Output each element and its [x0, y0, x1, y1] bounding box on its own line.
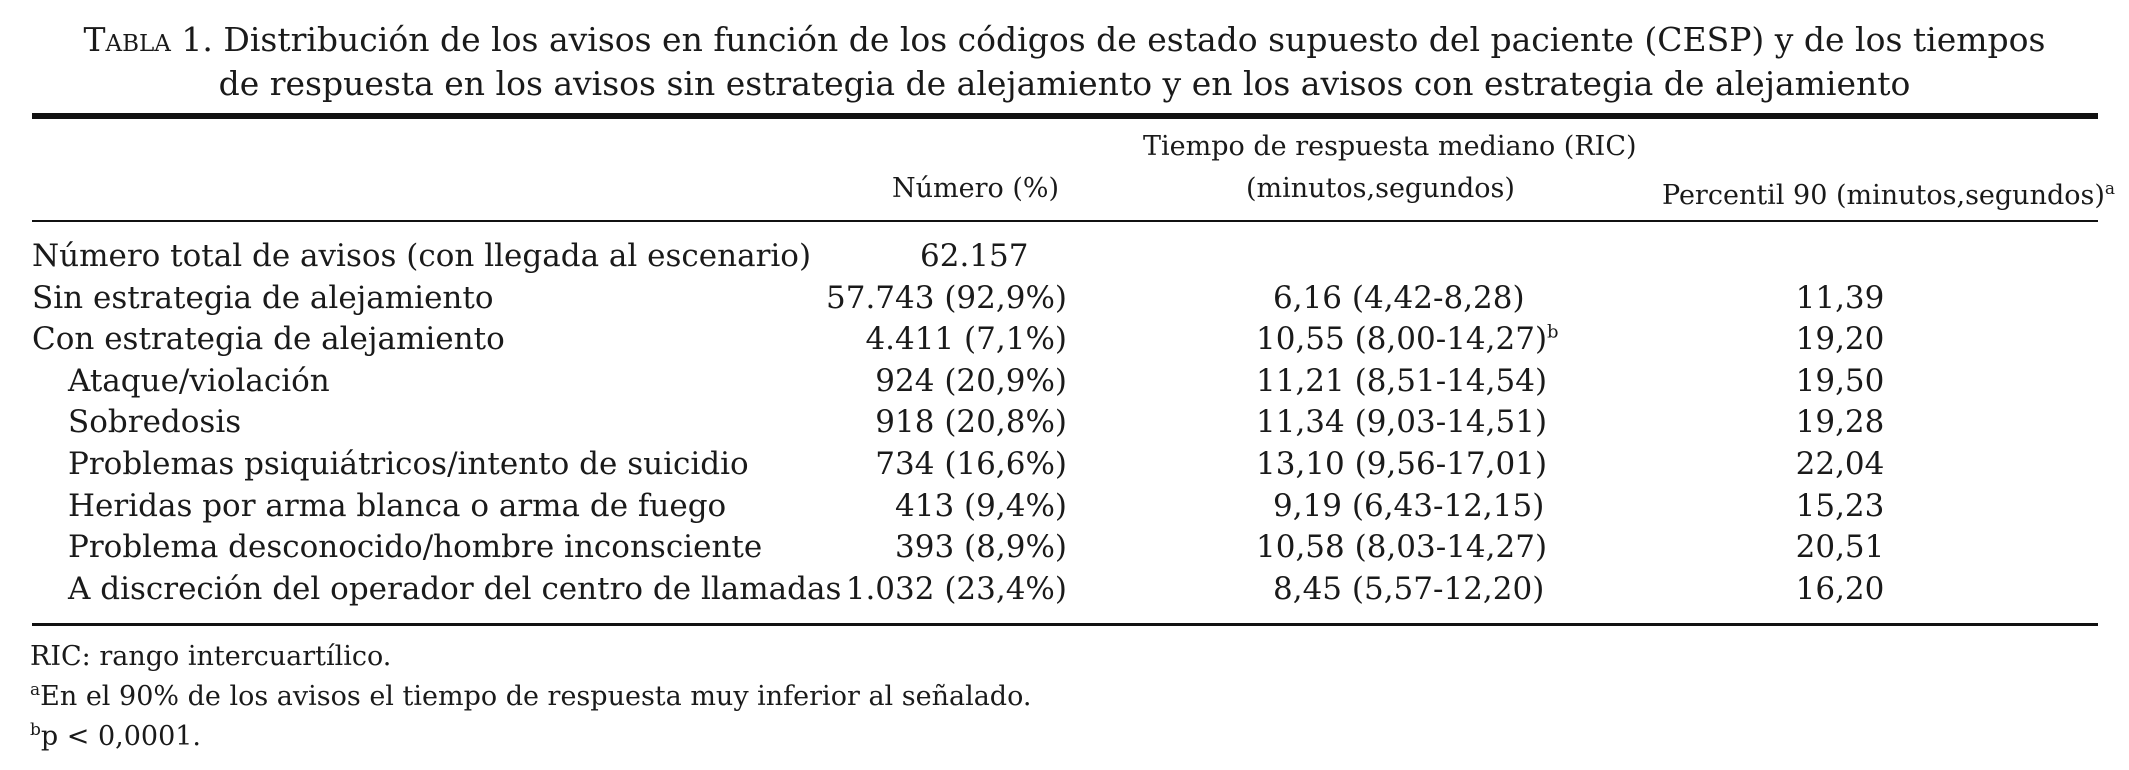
table-row	[0, 401, 2129, 444]
cell-tiempo-value: 11,21 (8,51-14,54)	[1256, 363, 1548, 399]
header-percentil-footnote-mark: a	[2104, 179, 2116, 199]
cell-numero: 57.743 (92,9%)	[826, 280, 1067, 316]
cell-tiempo	[1273, 277, 1658, 320]
row-label: Ataque/violación	[68, 363, 330, 399]
cell-numero: 918 (20,8%)	[875, 404, 1067, 440]
top-rule	[32, 113, 2098, 119]
cell-percentil: 19,50	[1795, 363, 1885, 399]
header-tiempo-line-2: (minutos,segundos)	[1246, 173, 1515, 204]
row-label: Heridas por arma blanca o arma de fuego	[68, 488, 727, 524]
header-numero: Número (%)	[892, 173, 1060, 204]
cell-numero: 413 (9,4%)	[895, 488, 1067, 524]
cell-percentil: 20,51	[1795, 529, 1885, 565]
table-row	[0, 526, 2129, 569]
row-label: Con estrategia de alejamiento	[32, 321, 505, 357]
table-row	[0, 443, 2129, 486]
row-label: Problemas psiquiátricos/intento de suicidio	[68, 446, 749, 482]
cell-tiempo-value: 9,19 (6,43-12,15)	[1273, 488, 1545, 524]
footnote-a-mark: a	[30, 680, 41, 700]
cell-numero: 1.032 (23,4%)	[845, 571, 1067, 607]
cell-numero: 393 (8,9%)	[895, 529, 1067, 565]
footnote-b	[30, 720, 201, 754]
table-row	[0, 318, 2129, 361]
cell-numero: 62.157	[920, 238, 1029, 274]
cell-tiempo-value: 13,10 (9,56-17,01)	[1256, 446, 1548, 482]
row-label: Problema desconocido/hombre inconsciente	[68, 529, 763, 565]
row-label: Número total de avisos (con llegada al escenario)	[32, 238, 812, 274]
cell-tiempo	[1256, 401, 1641, 444]
header-rule	[32, 220, 2098, 222]
table-title-text: Distribución de los avisos en función de los códigos de estado supuesto del paciente (CESP) y de los tiempos	[212, 20, 2046, 59]
table-row	[0, 568, 2129, 611]
table-row	[0, 360, 2129, 403]
cell-tiempo	[1256, 443, 1641, 486]
cell-tiempo	[1256, 360, 1641, 403]
cell-tiempo	[1273, 568, 1658, 611]
cell-percentil: 19,28	[1795, 404, 1885, 440]
cell-tiempo-value: 11,34 (9,03-14,51)	[1256, 404, 1548, 440]
cell-tiempo	[1256, 526, 1641, 569]
footnote-ric: RIC: rango intercuartílico.	[30, 641, 392, 672]
header-percentil-text: Percentil 90 (minutos,segundos)	[1662, 180, 2105, 211]
cell-tiempo-value: 8,45 (5,57-12,20)	[1273, 571, 1545, 607]
cell-numero: 4.411 (7,1%)	[865, 321, 1067, 357]
table-title-line-2: de respuesta en los avisos sin estrategia de alejamiento y en los avisos con estrategia de alejamiento	[218, 64, 1911, 103]
cell-numero: 734 (16,6%)	[875, 446, 1067, 482]
cell-percentil: 16,20	[1795, 571, 1885, 607]
bottom-rule	[32, 623, 2098, 626]
footnote-a-text: En el 90% de los avisos el tiempo de respuesta muy inferior al señalado.	[40, 681, 1032, 712]
table-row	[0, 485, 2129, 528]
row-label: A discreción del operador del centro de llamadas	[68, 571, 842, 607]
footnote-b-mark: b	[30, 720, 41, 740]
cell-tiempo-value: 10,58 (8,03-14,27)	[1256, 529, 1548, 565]
header-tiempo-line-1: Tiempo de respuesta mediano (RIC)	[1143, 131, 1637, 162]
row-label: Sobredosis	[68, 404, 242, 440]
header-percentil	[1662, 172, 2115, 213]
cell-percentil: 22,04	[1795, 446, 1885, 482]
table-label: Tabla 1.	[83, 20, 213, 59]
cell-tiempo-value: 10,55 (8,00-14,27)	[1256, 321, 1548, 357]
cell-tiempo	[1273, 485, 1658, 528]
footnote-a	[30, 680, 1031, 714]
table-row	[0, 235, 2129, 278]
table-row	[0, 277, 2129, 320]
cell-percentil: 15,23	[1795, 488, 1885, 524]
cell-numero: 924 (20,9%)	[875, 363, 1067, 399]
cell-tiempo	[1256, 318, 1641, 361]
cell-percentil: 11,39	[1795, 280, 1885, 316]
cell-tiempo-footnote-mark: b	[1547, 321, 1559, 343]
row-label: Sin estrategia de alejamiento	[32, 280, 494, 316]
table-title-line-1	[0, 18, 2129, 62]
cell-tiempo-value: 6,16 (4,42-8,28)	[1273, 280, 1525, 316]
footnote-b-text: p < 0,0001.	[40, 721, 202, 752]
cell-percentil: 19,20	[1795, 321, 1885, 357]
